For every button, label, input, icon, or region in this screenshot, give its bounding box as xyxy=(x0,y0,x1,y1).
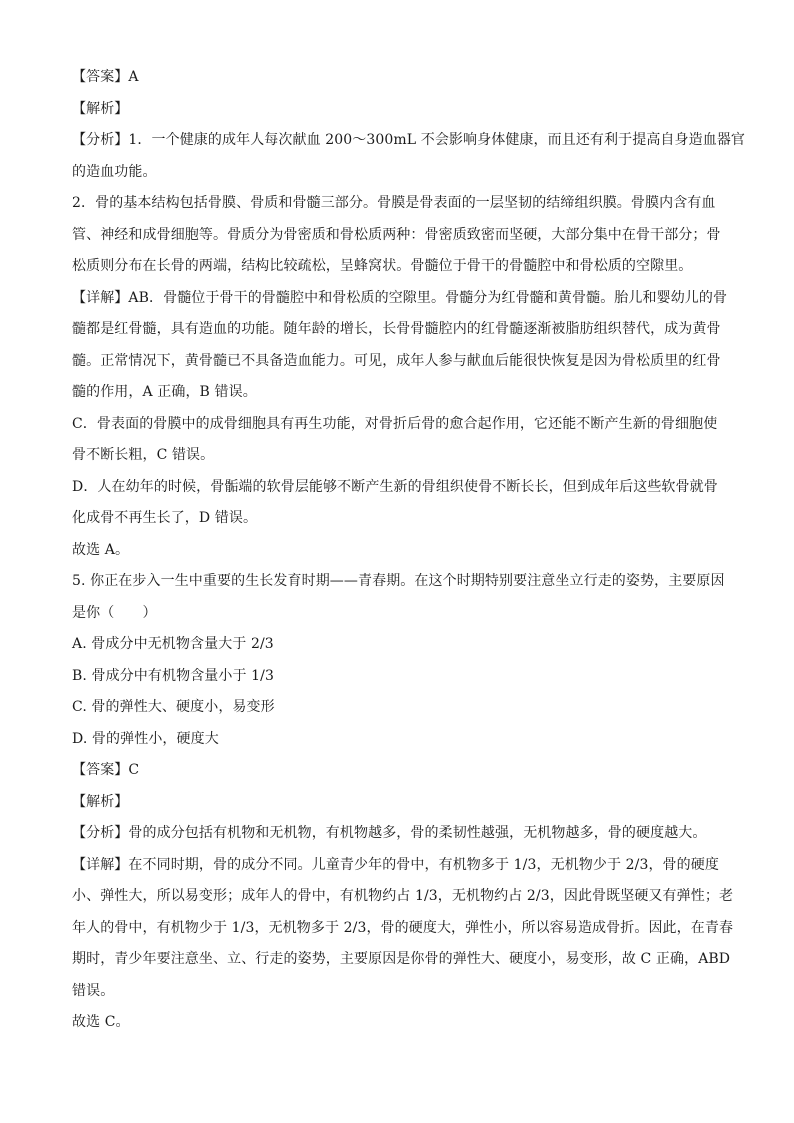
detail-text-line: 【详解】在不同时期，骨的成分不同。儿童青少年的骨中，有机物多于 1/3，无机物少于 2/3，骨的硬度 xyxy=(72,856,719,873)
answer-label: 【答案】A xyxy=(72,69,139,85)
analysis-heading: 【解析】 xyxy=(72,100,129,117)
detail-text-line: D．人在幼年的时候，骨骺端的软骨层能够不断产生新的骨组织使骨不断长长，但到成年后这些软骨就骨 xyxy=(72,478,718,495)
analysis-text-line: 管、神经和成骨细胞等。骨质分为骨密质和骨松质两种：骨密质致密而坚硬，大部分集中在骨干部分；骨 xyxy=(72,226,721,243)
detail-text-line: 骨不断长粗，C 错误。 xyxy=(72,447,215,463)
analysis-text-line: 【分析】骨的成分包括有机物和无机物，有机物越多，骨的柔韧性越强，无机物越多，骨的硬度越大。 xyxy=(72,825,707,841)
detail-text-line: 错误。 xyxy=(72,982,115,999)
detail-text-line: C．骨表面的骨膜中的成骨细胞具有再生功能，对骨折后骨的愈合起作用，它还能不断产生新的骨细胞使 xyxy=(72,415,718,432)
detail-text-line: 小、弹性大，所以易变形；成年人的骨中，有机物约占 1/3，无机物约占 2/3，因此骨既坚硬又有弹性；老 xyxy=(72,888,734,904)
analysis-text-line: 【分析】1．一个健康的成年人每次献血 200～300mL 不会影响身体健康，而且还有利于提高自身造血器官 xyxy=(72,132,746,148)
analysis-text-line: 2．骨的基本结构包括骨膜、骨质和骨髓三部分。骨膜是骨表面的一层坚韧的结缔组织膜。骨膜内含有血 xyxy=(72,195,716,211)
option-b: B. 骨成分中有机物含量小于 1/3 xyxy=(72,667,274,684)
question-text-line: 5. 你正在步入一生中重要的生长发育时期——青春期。在这个时期特别要注意坐立行走的姿势，主要原因 xyxy=(72,573,725,589)
option-d: D. 骨的弹性小，硬度大 xyxy=(72,730,219,747)
conclusion-line: 故选 A。 xyxy=(72,541,130,558)
question-text-line: 是你（ ） xyxy=(72,604,157,621)
document-page xyxy=(72,62,746,1039)
analysis-text-line: 松质则分布在长骨的两端，结构比较疏松，呈蜂窝状。骨髓位于骨干的骨髓腔中和骨松质的空隙里。 xyxy=(72,258,693,274)
detail-text-line: 【详解】AB．骨髓位于骨干的骨髓腔中和骨松质的空隙里。骨髓分为红骨髓和黄骨髓。胎儿和婴幼儿的骨 xyxy=(72,289,728,306)
analysis-text-line: 的造血功能。 xyxy=(72,163,157,180)
analysis-heading: 【解析】 xyxy=(72,793,129,810)
detail-text-line: 髓都是红骨髓，具有造血的功能。随年龄的增长，长骨骨髓腔内的红骨髓逐渐被脂肪组织替代，成为黄骨 xyxy=(72,321,721,337)
conclusion-line: 故选 C。 xyxy=(72,1014,130,1030)
detail-text-line: 年人的骨中，有机物少于 1/3，无机物多于 2/3，骨的硬度大，弹性小，所以容易造成骨折。因此，在青春 xyxy=(72,919,734,936)
option-c: C. 骨的弹性大、硬度小，易变形 xyxy=(72,699,275,715)
option-a: A. 骨成分中无机物含量大于 2/3 xyxy=(72,636,274,652)
detail-text-line: 期时，青少年要注意坐、立、行走的姿势，主要原因是你骨的弹性大、硬度小，易变形，故 C 正确，ABD xyxy=(72,951,731,967)
detail-text-line: 髓的作用，A 正确，B 错误。 xyxy=(72,384,257,400)
answer-label: 【答案】C xyxy=(72,762,140,778)
detail-text-line: 化成骨不再生长了，D 错误。 xyxy=(72,510,258,526)
detail-text-line: 髓。正常情况下，黄骨髓已不具备造血能力。可见，成年人参与献血后能很快恢复是因为骨松质里的红骨 xyxy=(72,352,721,369)
